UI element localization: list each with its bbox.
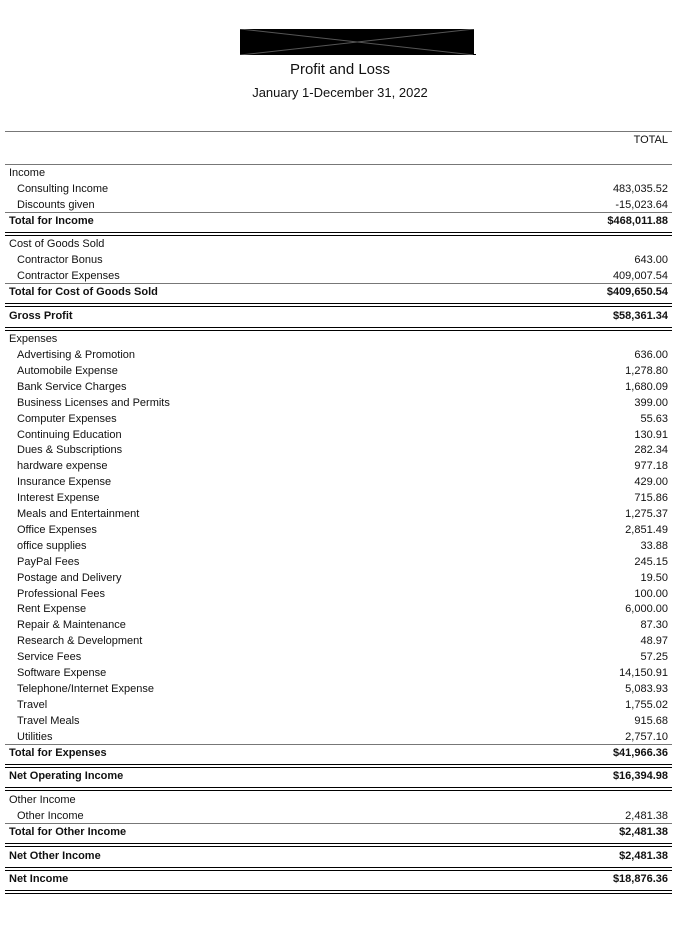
row-label: Other Income <box>9 794 76 806</box>
divider <box>5 790 672 791</box>
divider <box>5 893 672 894</box>
table-row <box>5 586 672 602</box>
total-row-cogs <box>5 284 672 300</box>
table-row <box>5 554 672 570</box>
row-amount: 977.18 <box>634 460 668 473</box>
divider <box>5 890 672 891</box>
row-label: Meals and Entertainment <box>17 508 140 520</box>
row-amount: -15,023.64 <box>615 199 668 211</box>
section-header-other-income <box>5 792 672 808</box>
row-label: Cost of Goods Sold <box>9 238 105 250</box>
row-label: Interest Expense <box>17 492 100 505</box>
row-label: Gross Profit <box>9 310 73 322</box>
row-label: Net Income <box>9 873 69 885</box>
row-label: Discounts given <box>17 199 95 211</box>
redaction-mark <box>473 36 476 55</box>
divider <box>5 867 672 868</box>
divider <box>5 764 672 765</box>
table-row <box>5 808 672 824</box>
table-row <box>5 252 672 268</box>
row-label: Contractor Expenses <box>17 270 120 282</box>
divider <box>5 787 672 788</box>
row-label: Repair & Maintenance <box>17 619 126 632</box>
divider <box>5 232 672 233</box>
table-row <box>5 522 672 538</box>
divider <box>5 846 672 847</box>
table-row <box>5 363 672 379</box>
row-amount: 643.00 <box>634 254 668 266</box>
row-amount: 483,035.52 <box>612 183 668 195</box>
row-label: Consulting Income <box>17 183 109 195</box>
row-label: Total for Expenses <box>9 747 107 759</box>
table-row <box>5 490 672 506</box>
table-row <box>5 268 672 284</box>
row-label: Service Fees <box>17 651 82 664</box>
row-amount: 1,755.02 <box>625 698 668 711</box>
row-label: Advertising & Promotion <box>17 349 135 361</box>
row-amount: $16,394.98 <box>612 770 668 782</box>
net-other-income-row <box>5 848 672 864</box>
row-label: Automobile Expense <box>17 364 118 377</box>
row-amount: 282.34 <box>634 444 668 457</box>
row-amount: 19.50 <box>640 571 668 584</box>
net-operating-income-row <box>5 768 672 784</box>
row-label: Travel Meals <box>17 714 80 727</box>
table-row <box>5 395 672 411</box>
divider <box>5 131 672 132</box>
row-amount: 5,083.93 <box>625 682 668 695</box>
row-amount: 915.68 <box>634 714 668 727</box>
table-row <box>5 181 672 197</box>
divider <box>5 327 672 328</box>
divider <box>5 843 672 844</box>
table-row <box>5 458 672 474</box>
row-label: Office Expenses <box>17 523 97 536</box>
row-label: Total for Other Income <box>9 826 127 838</box>
table-row <box>5 697 672 713</box>
table-row <box>5 649 672 665</box>
table-row <box>5 379 672 395</box>
report-period: January 1-December 31, 2022 <box>252 85 428 100</box>
row-amount: 100.00 <box>634 587 668 600</box>
row-label: Postage and Delivery <box>17 571 122 584</box>
row-label: Total for Cost of Goods Sold <box>9 286 158 298</box>
section-header-income <box>5 165 672 181</box>
row-amount: 409,007.54 <box>612 270 668 282</box>
net-income-row <box>5 871 672 887</box>
row-amount: $2,481.38 <box>619 850 668 862</box>
row-amount: 2,851.49 <box>625 523 668 536</box>
row-amount: $468,011.88 <box>607 215 668 227</box>
row-amount: 2,481.38 <box>625 810 668 822</box>
table-row <box>5 617 672 633</box>
row-label: Net Operating Income <box>9 770 124 782</box>
row-amount: 57.25 <box>640 651 668 664</box>
row-amount: $18,876.36 <box>612 873 668 885</box>
row-label: Income <box>9 167 46 179</box>
table-row <box>5 197 672 213</box>
row-label: Dues & Subscriptions <box>17 444 123 457</box>
table-row <box>5 442 672 458</box>
row-amount: 636.00 <box>634 349 668 361</box>
row-amount: 14,150.91 <box>619 667 668 679</box>
table-row <box>5 713 672 729</box>
row-label: office supplies <box>17 539 87 552</box>
row-label: Contractor Bonus <box>17 254 103 266</box>
table-row <box>5 411 672 427</box>
row-amount: 48.97 <box>640 635 668 648</box>
table-row <box>5 570 672 586</box>
section-header-cogs <box>5 236 672 252</box>
table-row <box>5 538 672 554</box>
row-amount: 55.63 <box>640 412 668 425</box>
row-label: hardware expense <box>17 460 108 473</box>
row-label: Software Expense <box>17 667 107 679</box>
row-label: Net Other Income <box>9 850 101 862</box>
row-label: Total for Income <box>9 215 94 227</box>
redaction-cross <box>240 29 474 55</box>
row-amount: $409,650.54 <box>606 286 668 298</box>
redacted-company-name <box>240 29 474 55</box>
row-amount: $41,966.36 <box>612 747 668 759</box>
row-label: Insurance Expense <box>17 476 112 489</box>
gross-profit-row <box>5 308 672 324</box>
row-amount: 1,275.37 <box>625 508 668 520</box>
row-label: PayPal Fees <box>17 555 80 568</box>
row-label: Other Income <box>17 810 84 822</box>
row-label: Bank Service Charges <box>17 380 127 393</box>
total-row-income <box>5 213 672 229</box>
table-row <box>5 347 672 363</box>
row-amount: 130.91 <box>634 428 668 441</box>
row-label: Expenses <box>9 333 58 345</box>
row-amount: $2,481.38 <box>619 826 668 838</box>
column-header-total: TOTAL <box>633 134 668 146</box>
section-header-expenses <box>5 331 672 347</box>
total-row-expenses <box>5 745 672 761</box>
row-label: Professional Fees <box>17 587 106 600</box>
row-amount: 399.00 <box>634 396 668 409</box>
total-row-other-income <box>5 824 672 840</box>
table-row <box>5 601 672 617</box>
row-label: Research & Development <box>17 635 143 648</box>
table-row <box>5 729 672 745</box>
row-label: Rent Expense <box>17 603 87 616</box>
row-amount: 429.00 <box>634 476 668 489</box>
report-title: Profit and Loss <box>289 61 391 78</box>
table-row <box>5 474 672 490</box>
row-amount: $58,361.34 <box>612 310 668 322</box>
row-label: Utilities <box>17 730 53 743</box>
row-label: Business Licenses and Permits <box>17 396 170 409</box>
row-label: Telephone/Internet Expense <box>17 682 154 695</box>
table-row <box>5 665 672 681</box>
row-amount: 87.30 <box>640 619 668 632</box>
table-row <box>5 427 672 443</box>
row-label: Continuing Education <box>17 428 122 441</box>
row-label: Computer Expenses <box>17 412 117 425</box>
table-row <box>5 681 672 697</box>
row-amount: 715.86 <box>634 492 668 505</box>
table-row <box>5 506 672 522</box>
row-amount: 245.15 <box>634 555 668 568</box>
divider <box>5 303 672 304</box>
row-amount: 1,278.80 <box>625 364 668 377</box>
row-amount: 2,757.10 <box>625 730 668 743</box>
divider <box>5 306 672 307</box>
row-label: Travel <box>17 698 48 711</box>
row-amount: 1,680.09 <box>625 380 668 393</box>
table-row <box>5 633 672 649</box>
row-amount: 6,000.00 <box>625 603 668 616</box>
row-amount: 33.88 <box>640 539 668 552</box>
